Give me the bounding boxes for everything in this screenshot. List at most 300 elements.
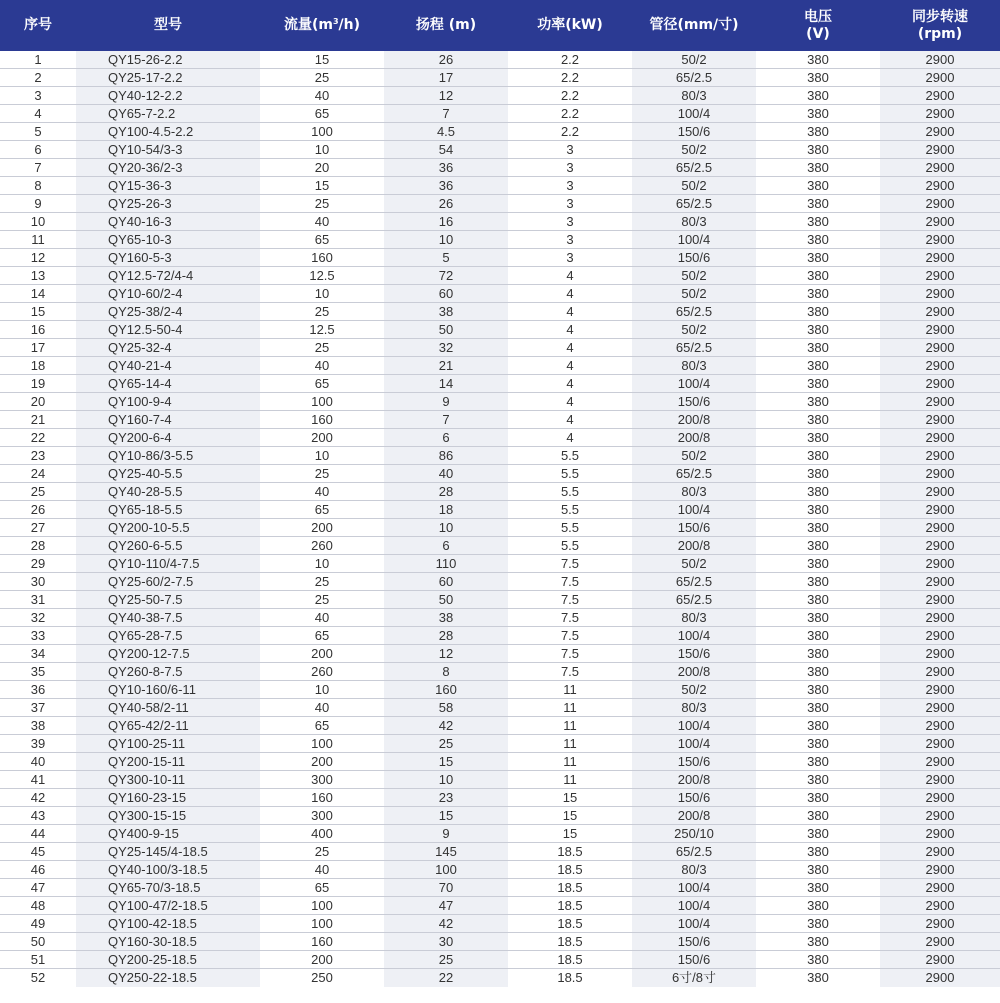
table-row xyxy=(0,861,1000,879)
cell-flow: 10 xyxy=(314,142,330,157)
cell-index: 43 xyxy=(30,808,46,823)
cell-voltage: 380 xyxy=(807,358,829,373)
table-row xyxy=(0,933,1000,951)
table-row xyxy=(0,501,1000,519)
cell-speed: 2900 xyxy=(880,159,1000,176)
cell-pipe-diameter: 100/4 xyxy=(632,879,756,896)
cell-voltage: 380 xyxy=(807,682,829,697)
table-row xyxy=(0,87,1000,105)
table-row xyxy=(0,681,1000,699)
cell-head: 160 xyxy=(384,681,508,698)
cell-head: 6 xyxy=(384,429,508,446)
table-row xyxy=(0,159,1000,177)
cell-flow: 40 xyxy=(314,88,330,103)
cell-model: QY25-145/4-18.5 xyxy=(76,843,260,860)
cell-index: 38 xyxy=(30,718,46,733)
cell-speed: 2900 xyxy=(880,339,1000,356)
cell-head: 42 xyxy=(384,717,508,734)
cell-power: 3 xyxy=(566,142,574,157)
cell-power: 4 xyxy=(566,268,574,283)
cell-model: QY40-58/2-11 xyxy=(76,699,260,716)
cell-head: 15 xyxy=(384,807,508,824)
cell-model: QY260-6-5.5 xyxy=(76,537,260,554)
cell-voltage: 380 xyxy=(807,862,829,877)
cell-power: 7.5 xyxy=(560,610,580,625)
table-row xyxy=(0,789,1000,807)
cell-pipe-diameter: 150/6 xyxy=(632,789,756,806)
cell-head: 32 xyxy=(384,339,508,356)
cell-flow: 160 xyxy=(311,250,333,265)
cell-power: 2.2 xyxy=(560,124,580,139)
cell-head: 10 xyxy=(384,231,508,248)
cell-pipe-diameter: 65/2.5 xyxy=(632,591,756,608)
table-row xyxy=(0,825,1000,843)
cell-head: 8 xyxy=(384,663,508,680)
cell-index: 34 xyxy=(30,646,46,661)
cell-pipe-diameter: 50/2 xyxy=(632,177,756,194)
cell-pipe-diameter: 65/2.5 xyxy=(632,339,756,356)
cell-flow: 10 xyxy=(314,556,330,571)
cell-speed: 2900 xyxy=(880,555,1000,572)
cell-voltage: 380 xyxy=(807,538,829,553)
table-row xyxy=(0,411,1000,429)
cell-model: QY65-7-2.2 xyxy=(76,105,260,122)
table-row xyxy=(0,699,1000,717)
cell-model: QY10-110/4-7.5 xyxy=(76,555,260,572)
cell-model: QY10-60/2-4 xyxy=(76,285,260,302)
cell-power: 5.5 xyxy=(560,484,580,499)
cell-index: 30 xyxy=(30,574,46,589)
cell-model: QY65-10-3 xyxy=(76,231,260,248)
cell-model: QY100-42-18.5 xyxy=(76,915,260,932)
cell-speed: 2900 xyxy=(880,843,1000,860)
cell-index: 41 xyxy=(30,772,46,787)
cell-head: 17 xyxy=(384,69,508,86)
cell-index: 18 xyxy=(30,358,46,373)
cell-voltage: 380 xyxy=(807,88,829,103)
cell-speed: 2900 xyxy=(880,411,1000,428)
cell-pipe-diameter: 80/3 xyxy=(632,861,756,878)
cell-power: 4 xyxy=(566,286,574,301)
cell-voltage: 380 xyxy=(807,448,829,463)
cell-power: 15 xyxy=(562,790,578,805)
cell-flow: 10 xyxy=(314,448,330,463)
table-row xyxy=(0,51,1000,69)
cell-flow: 200 xyxy=(311,754,333,769)
table-row xyxy=(0,339,1000,357)
cell-index: 31 xyxy=(30,592,46,607)
cell-index: 21 xyxy=(30,412,46,427)
cell-speed: 2900 xyxy=(880,951,1000,968)
cell-model: QY12.5-72/4-4 xyxy=(76,267,260,284)
cell-power: 5.5 xyxy=(560,538,580,553)
cell-voltage: 380 xyxy=(807,214,829,229)
cell-head: 54 xyxy=(384,141,508,158)
cell-index: 13 xyxy=(30,268,46,283)
cell-voltage: 380 xyxy=(807,124,829,139)
cell-flow: 65 xyxy=(314,502,330,517)
cell-index: 20 xyxy=(30,394,46,409)
cell-power: 11 xyxy=(563,754,577,769)
cell-power: 18.5 xyxy=(557,934,583,949)
cell-voltage: 380 xyxy=(807,322,829,337)
cell-pipe-diameter: 100/4 xyxy=(632,717,756,734)
cell-power: 4 xyxy=(566,376,574,391)
cell-head: 58 xyxy=(384,699,508,716)
cell-head: 7 xyxy=(384,411,508,428)
cell-model: QY100-4.5-2.2 xyxy=(76,123,260,140)
cell-voltage: 380 xyxy=(807,160,829,175)
cell-flow: 40 xyxy=(314,862,330,877)
cell-power: 7.5 xyxy=(560,646,580,661)
cell-model: QY300-15-15 xyxy=(76,807,260,824)
cell-voltage: 380 xyxy=(807,196,829,211)
cell-model: QY160-23-15 xyxy=(76,789,260,806)
cell-head: 145 xyxy=(384,843,508,860)
cell-pipe-diameter: 150/6 xyxy=(632,753,756,770)
cell-flow: 200 xyxy=(311,952,333,967)
cell-index: 45 xyxy=(30,844,46,859)
table-row xyxy=(0,951,1000,969)
cell-speed: 2900 xyxy=(880,735,1000,752)
cell-index: 8 xyxy=(34,178,42,193)
cell-model: QY200-25-18.5 xyxy=(76,951,260,968)
cell-pipe-diameter: 200/8 xyxy=(632,807,756,824)
cell-model: QY25-32-4 xyxy=(76,339,260,356)
cell-index: 17 xyxy=(30,340,46,355)
cell-pipe-diameter: 100/4 xyxy=(632,735,756,752)
cell-model: QY25-17-2.2 xyxy=(76,69,260,86)
cell-flow: 300 xyxy=(311,808,333,823)
cell-voltage: 380 xyxy=(807,664,829,679)
cell-flow: 25 xyxy=(314,196,330,211)
table-row xyxy=(0,321,1000,339)
table-row xyxy=(0,735,1000,753)
cell-voltage: 380 xyxy=(807,556,829,571)
cell-index: 33 xyxy=(30,628,46,643)
cell-model: QY200-15-11 xyxy=(76,753,260,770)
cell-speed: 2900 xyxy=(880,699,1000,716)
cell-index: 39 xyxy=(30,736,46,751)
cell-index: 15 xyxy=(30,304,46,319)
cell-head: 10 xyxy=(384,519,508,536)
cell-index: 37 xyxy=(30,700,46,715)
cell-model: QY100-25-11 xyxy=(76,735,260,752)
cell-power: 15 xyxy=(562,826,578,841)
cell-power: 4 xyxy=(566,340,574,355)
cell-pipe-diameter: 150/6 xyxy=(632,519,756,536)
cell-voltage: 380 xyxy=(807,628,829,643)
cell-speed: 2900 xyxy=(880,501,1000,518)
cell-pipe-diameter: 200/8 xyxy=(632,411,756,428)
cell-pipe-diameter: 150/6 xyxy=(632,645,756,662)
cell-speed: 2900 xyxy=(880,267,1000,284)
cell-head: 47 xyxy=(384,897,508,914)
cell-flow: 25 xyxy=(314,592,330,607)
cell-head: 12 xyxy=(384,645,508,662)
cell-speed: 2900 xyxy=(880,645,1000,662)
cell-head: 40 xyxy=(384,465,508,482)
cell-power: 11 xyxy=(563,736,577,751)
cell-voltage: 380 xyxy=(807,772,829,787)
table-header xyxy=(0,0,1000,51)
cell-head: 12 xyxy=(384,87,508,104)
cell-head: 38 xyxy=(384,303,508,320)
cell-pipe-diameter: 50/2 xyxy=(632,681,756,698)
cell-pipe-diameter: 80/3 xyxy=(632,87,756,104)
cell-speed: 2900 xyxy=(880,807,1000,824)
cell-speed: 2900 xyxy=(880,663,1000,680)
cell-index: 14 xyxy=(30,286,46,301)
cell-head: 36 xyxy=(384,177,508,194)
cell-voltage: 380 xyxy=(807,808,829,823)
cell-speed: 2900 xyxy=(880,915,1000,932)
cell-flow: 25 xyxy=(314,70,330,85)
cell-speed: 2900 xyxy=(880,789,1000,806)
cell-model: QY160-30-18.5 xyxy=(76,933,260,950)
cell-index: 1 xyxy=(34,52,42,67)
cell-head: 28 xyxy=(384,483,508,500)
cell-head: 7 xyxy=(384,105,508,122)
cell-flow: 260 xyxy=(311,664,333,679)
cell-power: 3 xyxy=(566,250,574,265)
cell-flow: 200 xyxy=(311,520,333,535)
table-row xyxy=(0,555,1000,573)
cell-pipe-diameter: 80/3 xyxy=(632,213,756,230)
cell-flow: 40 xyxy=(314,484,330,499)
cell-speed: 2900 xyxy=(880,357,1000,374)
cell-model: QY25-26-3 xyxy=(76,195,260,212)
cell-voltage: 380 xyxy=(807,610,829,625)
cell-power: 18.5 xyxy=(557,916,583,931)
cell-index: 32 xyxy=(30,610,46,625)
cell-flow: 160 xyxy=(311,934,333,949)
cell-speed: 2900 xyxy=(880,51,1000,68)
table-row xyxy=(0,195,1000,213)
cell-flow: 100 xyxy=(311,124,333,139)
cell-model: QY100-47/2-18.5 xyxy=(76,897,260,914)
cell-speed: 2900 xyxy=(880,141,1000,158)
cell-voltage: 380 xyxy=(807,574,829,589)
cell-pipe-diameter: 50/2 xyxy=(632,555,756,572)
cell-index: 51 xyxy=(30,952,46,967)
table-row xyxy=(0,717,1000,735)
cell-power: 18.5 xyxy=(557,898,583,913)
header-index: 序号 xyxy=(24,17,52,33)
cell-index: 50 xyxy=(30,934,46,949)
cell-voltage: 380 xyxy=(807,286,829,301)
cell-head: 86 xyxy=(384,447,508,464)
cell-power: 7.5 xyxy=(560,574,580,589)
cell-pipe-diameter: 150/6 xyxy=(632,393,756,410)
cell-flow: 100 xyxy=(311,898,333,913)
cell-speed: 2900 xyxy=(880,303,1000,320)
cell-speed: 2900 xyxy=(880,591,1000,608)
cell-speed: 2900 xyxy=(880,465,1000,482)
cell-model: QY25-40-5.5 xyxy=(76,465,260,482)
cell-power: 7.5 xyxy=(560,592,580,607)
cell-pipe-diameter: 50/2 xyxy=(632,285,756,302)
cell-pipe-diameter: 100/4 xyxy=(632,627,756,644)
cell-power: 5.5 xyxy=(560,520,580,535)
cell-model: QY10-160/6-11 xyxy=(76,681,260,698)
cell-head: 50 xyxy=(384,321,508,338)
cell-voltage: 380 xyxy=(807,844,829,859)
cell-model: QY12.5-50-4 xyxy=(76,321,260,338)
cell-model: QY200-12-7.5 xyxy=(76,645,260,662)
cell-head: 42 xyxy=(384,915,508,932)
table-row xyxy=(0,285,1000,303)
cell-voltage: 380 xyxy=(807,304,829,319)
cell-model: QY65-18-5.5 xyxy=(76,501,260,518)
cell-flow: 100 xyxy=(311,916,333,931)
cell-index: 48 xyxy=(30,898,46,913)
table-row xyxy=(0,447,1000,465)
cell-index: 25 xyxy=(30,484,46,499)
cell-voltage: 380 xyxy=(807,754,829,769)
table-row xyxy=(0,645,1000,663)
cell-flow: 100 xyxy=(311,736,333,751)
cell-pipe-diameter: 65/2.5 xyxy=(632,195,756,212)
cell-flow: 10 xyxy=(314,286,330,301)
cell-model: QY25-60/2-7.5 xyxy=(76,573,260,590)
cell-model: QY65-14-4 xyxy=(76,375,260,392)
cell-pipe-diameter: 65/2.5 xyxy=(632,69,756,86)
cell-pipe-diameter: 100/4 xyxy=(632,897,756,914)
cell-flow: 25 xyxy=(314,844,330,859)
cell-index: 52 xyxy=(30,970,46,985)
cell-voltage: 380 xyxy=(807,268,829,283)
cell-speed: 2900 xyxy=(880,87,1000,104)
cell-power: 15 xyxy=(562,808,578,823)
cell-pipe-diameter: 80/3 xyxy=(632,357,756,374)
cell-power: 4 xyxy=(566,304,574,319)
cell-model: QY200-10-5.5 xyxy=(76,519,260,536)
cell-power: 3 xyxy=(566,232,574,247)
cell-power: 7.5 xyxy=(560,664,580,679)
cell-speed: 2900 xyxy=(880,753,1000,770)
cell-pipe-diameter: 200/8 xyxy=(632,663,756,680)
cell-speed: 2900 xyxy=(880,429,1000,446)
cell-head: 36 xyxy=(384,159,508,176)
cell-index: 49 xyxy=(30,916,46,931)
cell-index: 9 xyxy=(34,196,42,211)
cell-head: 9 xyxy=(384,825,508,842)
cell-model: QY40-16-3 xyxy=(76,213,260,230)
cell-model: QY40-28-5.5 xyxy=(76,483,260,500)
cell-speed: 2900 xyxy=(880,969,1000,987)
table-row xyxy=(0,393,1000,411)
cell-index: 40 xyxy=(30,754,46,769)
cell-voltage: 380 xyxy=(807,106,829,121)
cell-pipe-diameter: 65/2.5 xyxy=(632,303,756,320)
cell-head: 5 xyxy=(384,249,508,266)
cell-model: QY15-26-2.2 xyxy=(76,51,260,68)
cell-power: 3 xyxy=(566,178,574,193)
cell-speed: 2900 xyxy=(880,771,1000,788)
cell-voltage: 380 xyxy=(807,970,829,985)
cell-power: 5.5 xyxy=(560,448,580,463)
cell-flow: 15 xyxy=(314,52,330,67)
cell-head: 100 xyxy=(384,861,508,878)
cell-pipe-diameter: 150/6 xyxy=(632,951,756,968)
cell-pipe-diameter: 65/2.5 xyxy=(632,843,756,860)
cell-pipe-diameter: 80/3 xyxy=(632,609,756,626)
cell-model: QY300-10-11 xyxy=(76,771,260,788)
cell-index: 42 xyxy=(30,790,46,805)
cell-index: 2 xyxy=(34,70,42,85)
cell-index: 46 xyxy=(30,862,46,877)
cell-pipe-diameter: 65/2.5 xyxy=(632,465,756,482)
cell-pipe-diameter: 150/6 xyxy=(632,249,756,266)
table-row xyxy=(0,375,1000,393)
cell-speed: 2900 xyxy=(880,375,1000,392)
table-row xyxy=(0,105,1000,123)
cell-head: 21 xyxy=(384,357,508,374)
cell-power: 4 xyxy=(566,322,574,337)
cell-index: 35 xyxy=(30,664,46,679)
cell-voltage: 380 xyxy=(807,934,829,949)
cell-index: 47 xyxy=(30,880,46,895)
cell-power: 4 xyxy=(566,358,574,373)
cell-power: 4 xyxy=(566,394,574,409)
cell-voltage: 380 xyxy=(807,790,829,805)
table-row xyxy=(0,141,1000,159)
cell-voltage: 380 xyxy=(807,232,829,247)
cell-head: 110 xyxy=(384,555,508,572)
cell-speed: 2900 xyxy=(880,195,1000,212)
cell-voltage: 380 xyxy=(807,916,829,931)
table-row xyxy=(0,573,1000,591)
cell-head: 70 xyxy=(384,879,508,896)
cell-power: 18.5 xyxy=(557,880,583,895)
cell-head: 22 xyxy=(384,969,508,987)
cell-model: QY250-22-18.5 xyxy=(76,969,260,987)
cell-head: 50 xyxy=(384,591,508,608)
header-head: 扬程 (m) xyxy=(415,17,477,33)
cell-voltage: 380 xyxy=(807,376,829,391)
cell-pipe-diameter: 200/8 xyxy=(632,429,756,446)
table-row xyxy=(0,843,1000,861)
table-row xyxy=(0,429,1000,447)
cell-voltage: 380 xyxy=(807,394,829,409)
cell-pipe-diameter: 6寸/8寸 xyxy=(632,969,756,987)
cell-pipe-diameter: 100/4 xyxy=(632,375,756,392)
cell-model: QY100-9-4 xyxy=(76,393,260,410)
cell-speed: 2900 xyxy=(880,519,1000,536)
cell-index: 44 xyxy=(30,826,46,841)
table-row xyxy=(0,915,1000,933)
cell-head: 60 xyxy=(384,573,508,590)
cell-head: 60 xyxy=(384,285,508,302)
cell-power: 2.2 xyxy=(560,52,580,67)
cell-index: 22 xyxy=(30,430,46,445)
cell-speed: 2900 xyxy=(880,483,1000,500)
table-row xyxy=(0,897,1000,915)
cell-head: 25 xyxy=(384,951,508,968)
cell-voltage: 380 xyxy=(807,898,829,913)
cell-flow: 250 xyxy=(311,970,333,985)
cell-flow: 40 xyxy=(314,610,330,625)
cell-model: QY25-50-7.5 xyxy=(76,591,260,608)
cell-voltage: 380 xyxy=(807,880,829,895)
cell-speed: 2900 xyxy=(880,609,1000,626)
cell-flow: 65 xyxy=(314,376,330,391)
cell-index: 19 xyxy=(30,376,46,391)
cell-voltage: 380 xyxy=(807,520,829,535)
cell-pipe-diameter: 100/4 xyxy=(632,501,756,518)
table-row xyxy=(0,231,1000,249)
